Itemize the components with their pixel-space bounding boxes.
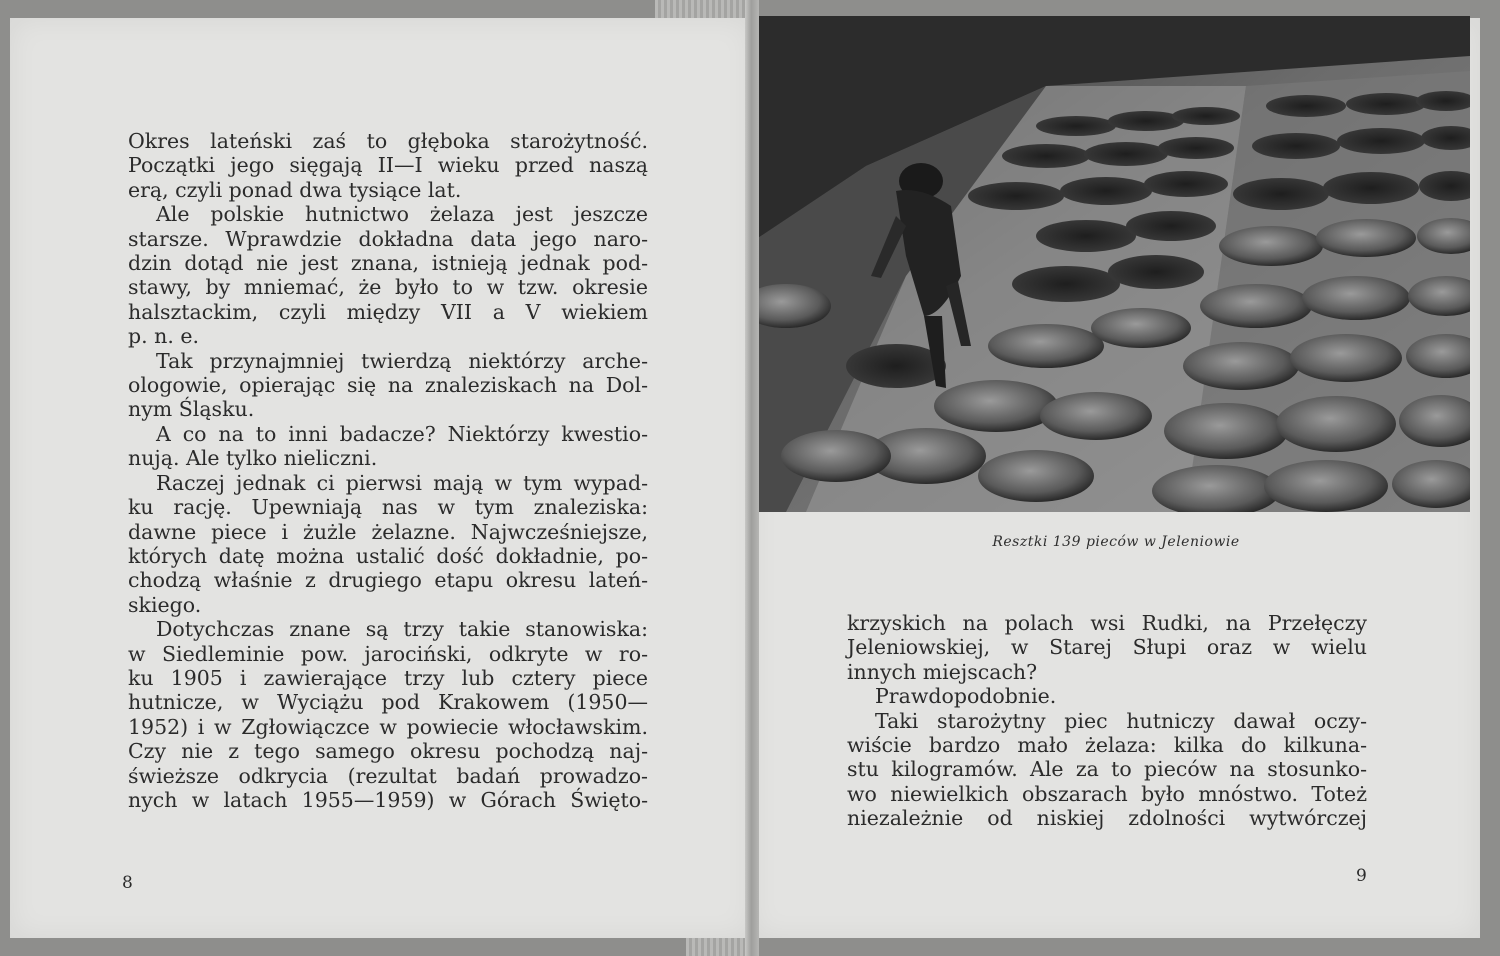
text-line: hutnicze, w Wyciążu pod Krakowem (1950— xyxy=(128,690,648,715)
right-page xyxy=(752,18,1480,938)
text-line: Taki starożytny piec hutniczy dawał oczy- xyxy=(875,708,1367,733)
text-line: nym Śląsku. xyxy=(128,397,255,422)
text-line: innych miejscach? xyxy=(847,659,1038,684)
photo-caption: Resztki 139 pieców w Jeleniowie xyxy=(992,534,1240,550)
text-line: nują. Ale tylko nieliczni. xyxy=(128,446,378,471)
text-line: stu kilogramów. Ale za to pieców na stosunko- xyxy=(847,757,1367,782)
text-line: Prawdopodobnie. xyxy=(875,684,1057,709)
text-line: Dotychczas znane są trzy takie stanowiska: xyxy=(156,617,648,642)
excavation-photo xyxy=(746,16,1470,512)
text-line: Czy nie z tego samego okresu pochodzą naj- xyxy=(128,739,648,764)
text-line: chodzą właśnie z drugiego etapu okresu lateń- xyxy=(128,568,648,593)
text-line: stawy, by mniemać, że było to w tzw. okresie xyxy=(128,275,648,300)
text-line: Początki jego sięgają II—I wieku przed naszą xyxy=(128,153,648,178)
book-spine-top xyxy=(655,0,745,18)
text-line: 1952) i w Zgłowiączce w powiecie włocławskim. xyxy=(128,714,648,739)
text-line: dawne piece i żużle żelazne. Najwcześniejsze, xyxy=(128,519,648,544)
page-number-left: 8 xyxy=(122,873,133,893)
text-line: świeższe odkrycia (rezultat badań prowadzo- xyxy=(128,763,648,788)
text-line: w Siedleminie pow. jarociński, odkryte w ro- xyxy=(128,641,648,666)
text-line: ku 1905 i zawierające trzy lub cztery piece xyxy=(128,665,648,690)
text-line: których datę można ustalić dość dokładnie, po- xyxy=(128,543,648,568)
text-line: skiego. xyxy=(128,592,202,617)
furnace-remains-image xyxy=(746,16,1470,512)
text-line: nych w latach 1955—1959) w Górach Święto- xyxy=(128,787,648,812)
right-page-text xyxy=(847,611,1367,831)
text-line: Jeleniowskiej, w Starej Słupi oraz w wielu xyxy=(847,635,1367,660)
text-line: ologowie, opierając się na znaleziskach na Dol- xyxy=(128,373,648,398)
text-line: Tak przynajmniej twierdzą niektórzy arche- xyxy=(156,348,648,373)
text-line: A co na to inni badacze? Niektórzy kwestio- xyxy=(156,421,648,446)
book-gutter xyxy=(745,0,759,956)
page-number-right: 9 xyxy=(1356,866,1367,886)
book-spine-bottom xyxy=(686,938,746,956)
text-line: dzin dotąd nie jest znana, istnieją jednak pod- xyxy=(128,251,648,276)
left-page xyxy=(10,18,752,938)
text-line: p. n. e. xyxy=(128,324,200,349)
text-line: Okres lateński zaś to głęboka starożytność. xyxy=(128,129,648,153)
text-line: niezależnie od niskiej zdolności wytwórczej xyxy=(847,806,1367,831)
text-line: wo niewielkich obszarach było mnóstwo. Toteż xyxy=(847,781,1367,806)
text-line: starsze. Wprawdzie dokładna data jego naro- xyxy=(128,226,648,251)
text-line: krzyskich na polach wsi Rudki, na Przełęczy xyxy=(847,611,1367,635)
text-line: wiście bardzo mało żelaza: kilka do kilkuna- xyxy=(847,733,1367,758)
text-line: erą, czyli ponad dwa tysiące lat. xyxy=(128,177,462,202)
text-line: ku rację. Upewniają nas w tym znaleziska: xyxy=(128,495,648,520)
left-page-text xyxy=(128,129,648,812)
text-line: halsztackim, czyli między VII a V wiekiem xyxy=(128,299,648,324)
text-line: Raczej jednak ci pierwsi mają w tym wypad- xyxy=(156,470,648,495)
text-line: Ale polskie hutnictwo żelaza jest jeszcze xyxy=(156,202,648,227)
